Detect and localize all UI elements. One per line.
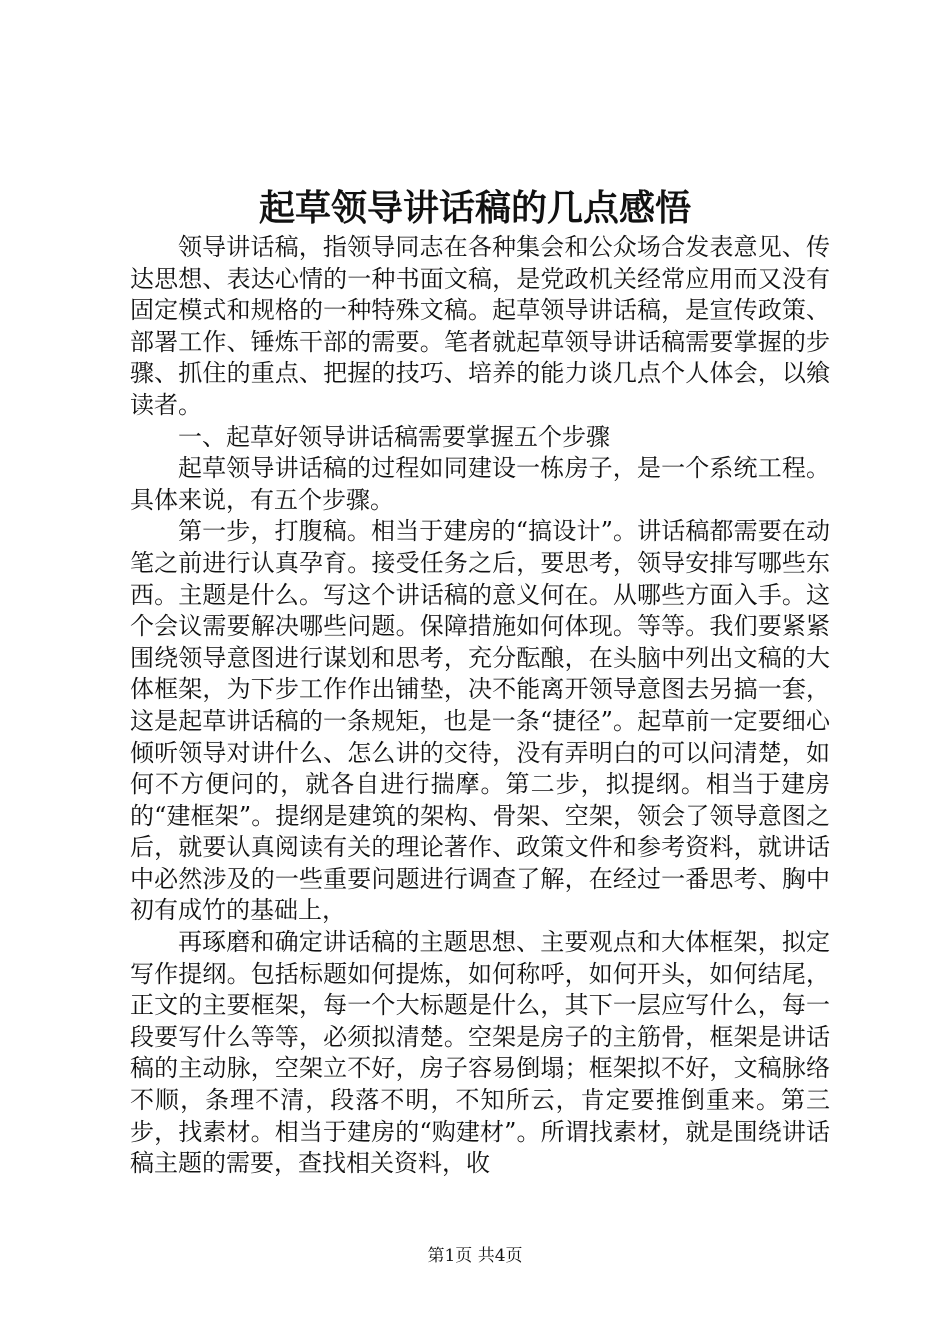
section-heading-1: 一、起草好领导讲话稿需要掌握五个步骤 (178, 422, 610, 451)
document-body (130, 232, 830, 1180)
document-title: 起草领导讲话稿的几点感悟 (258, 187, 691, 229)
paragraph-steps-1-2: 第一步，打腹稿。相当于建房的“搞设计”。讲话稿都需要在动笔之前进行认真孕育。接受任务之后，要思考，领导安排写哪些东西。主题是什么。写这个讲话稿的意义何在。从哪些方面入手。这个会议需要解决哪些问题。保障措施如何体现。等等。我们要紧紧围绕领导意图进行谋划和思考，充分酝酿，在头脑中列出文稿的大体框架，为下步工作作出铺垫，决不能离开领导意图去另搞一套，这是起草讲话稿的一条规矩，也是一条“捷径”。起草前一定要细心倾听领导对讲什么、怎么讲的交待，没有弄明白的可以问清楚，如何不方便问的，就各自进行揣摩。第二步，拟提纲。相当于建房的“建框架”。提纲是建筑的架构、骨架、空架，领会了领导意图之后，就要认真阅读有关的理论著作、政策文件和参考资料，就讲话中必然涉及的一些重要问题进行调查了解，在经过一番思考、胸中初有成竹的基础上， (130, 517, 830, 925)
paragraph-steps-2-3: 再琢磨和确定讲话稿的主题思想、主要观点和大体框架，拟定写作提纲。包括标题如何提炼，如何称呼，如何开头，如何结尾，正文的主要框架，每一个大标题是什么，其下一层应写什么，每一段要写什么等等，必须拟清楚。空架是房子的主筋骨，框架是讲话稿的主动脉，空架立不好，房子容易倒塌；框架拟不好，文稿脉络不顺，条理不清，段落不明，不知所云，肯定要推倒重来。第三步，找素材。相当于建房的“购建材”。所谓找素材，就是围绕讲话稿主题的需要，查找相关资料，收 (130, 928, 830, 1178)
page-number-footer: 第1页 共4页 (427, 1246, 523, 1266)
paragraph-overview: 起草领导讲话稿的过程如同建设一栋房子，是一个系统工程。具体来说，有五个步骤。 (130, 454, 830, 514)
paragraph-intro: 领导讲话稿，指领导同志在各种集会和公众场合发表意见、传达思想、表达心情的一种书面文稿，是党政机关经常应用而又没有固定模式和规格的一种特殊文稿。起草领导讲话稿，是宣传政策、部署工作、锤炼干部的需要。笔者就起草领导讲话稿需要掌握的步骤、抓住的重点、把握的技巧、培养的能力谈几点个人体会，以飨读者。 (130, 233, 830, 419)
